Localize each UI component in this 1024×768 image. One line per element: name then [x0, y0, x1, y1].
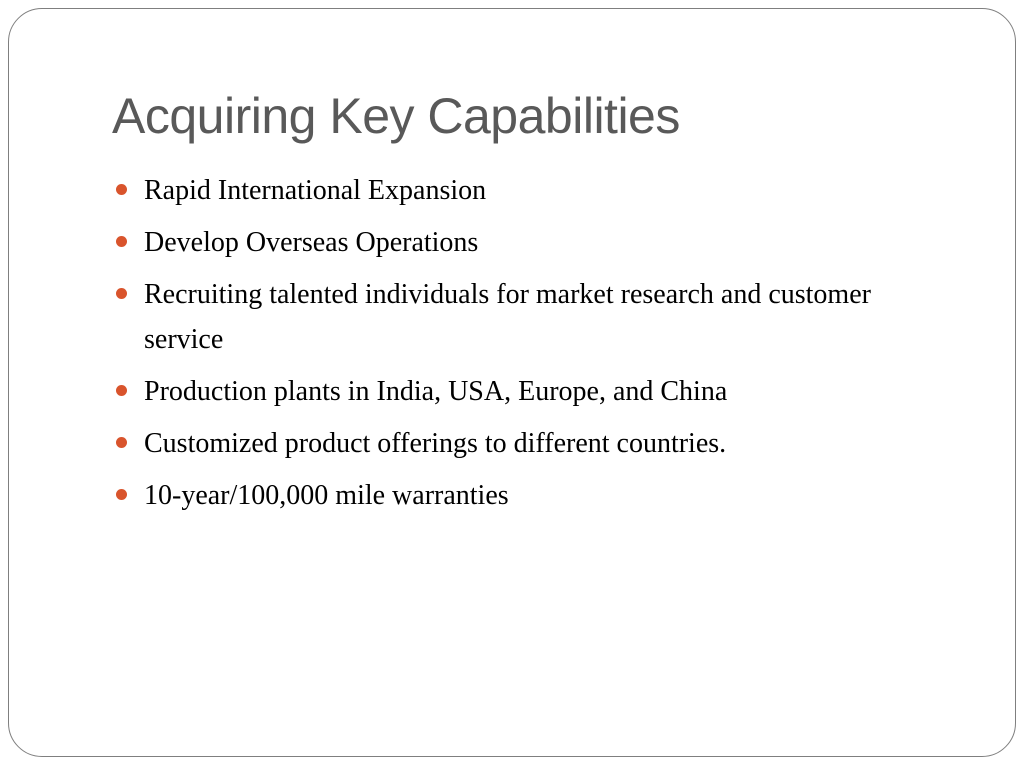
bullet-text: 10-year/100,000 mile warranties	[144, 480, 509, 511]
slide-title: Acquiring Key Capabilities	[112, 88, 680, 144]
bullet-item	[112, 168, 902, 213]
bullet-item	[112, 369, 902, 414]
bullet-icon	[116, 385, 127, 396]
bullet-text: Develop Overseas Operations	[144, 227, 479, 258]
bullet-icon	[116, 288, 127, 299]
bullet-text: Customized product offerings to different countries.	[144, 428, 727, 459]
bullet-text: Production plants in India, USA, Europe, and China	[144, 376, 728, 407]
bullet-icon	[116, 184, 127, 195]
bullet-text: Recruiting talented individuals for market research and customer service	[144, 279, 871, 355]
bullet-item	[112, 220, 902, 265]
bullet-icon	[116, 236, 127, 247]
bullet-icon	[116, 437, 127, 448]
bullet-item	[112, 421, 902, 466]
bullet-item	[112, 473, 902, 518]
bullet-item	[112, 272, 902, 362]
bullet-icon	[116, 489, 127, 500]
bullet-list	[112, 168, 902, 525]
bullet-text: Rapid International Expansion	[144, 175, 487, 206]
